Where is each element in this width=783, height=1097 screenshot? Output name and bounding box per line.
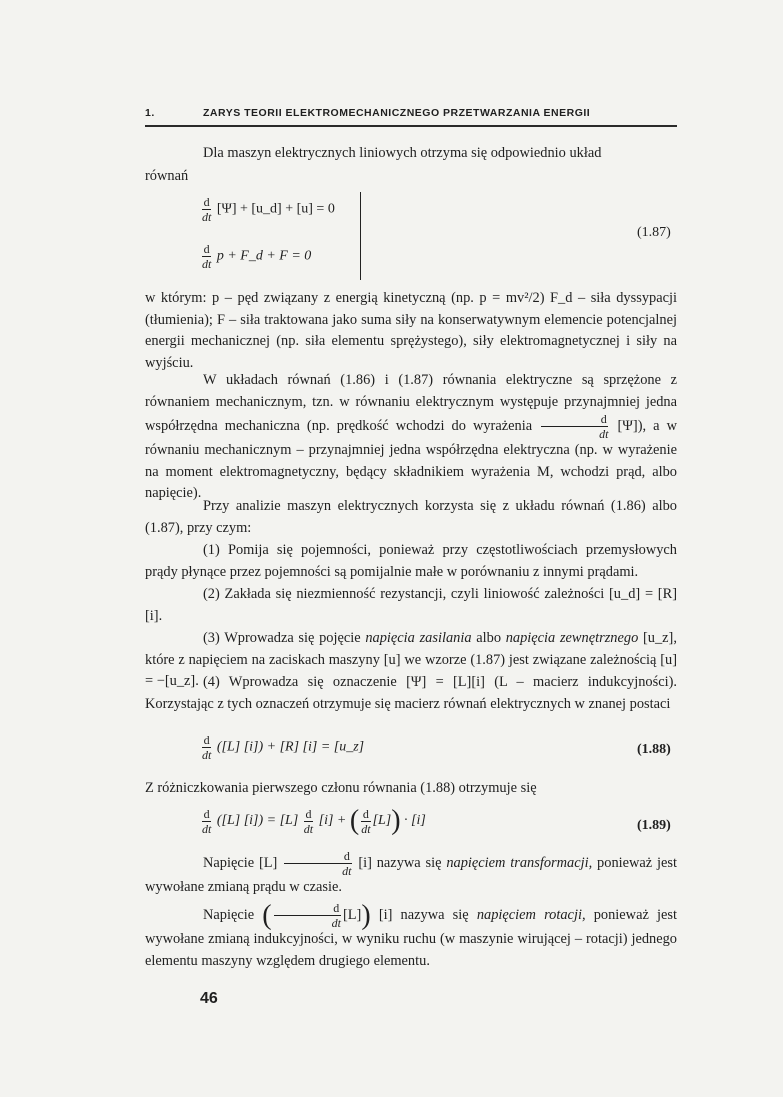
paragraph-item-3: (3) Wprowadza się pojęcie napięcia zasilania albo napięcia zewnętrznego [u_z], które z napięciem na zaciskach maszyny [u] we wzorze (1.87) jest związane zależnością [u] = −[u_z]. xyxy=(145,630,677,689)
derivative-operator: $\frac{d}{dt}$ xyxy=(202,242,212,271)
chapter-title: ZARYS TEORII ELEKTROMECHANICZNEGO PRZETWARZANIA ENERGII xyxy=(203,107,591,119)
derivative-operator: $\frac{d}{dt}$ xyxy=(202,733,212,762)
derivative-operator: $\frac{d}{dt}$ xyxy=(541,413,608,440)
paragraph-differentiation: Z różniczkowania pierwszego członu równania (1.88) otrzymuje się xyxy=(145,780,537,796)
derivative-operator: $\frac{d}{dt}$ xyxy=(202,195,212,224)
header-rule xyxy=(145,125,677,127)
paragraph-item-2: (2) Zakłada się niezmienność rezystancji, czyli liniowość zależności [u_d] = [R][i]. xyxy=(145,586,677,624)
equation-1-88: $\frac{d}{dt}$ ([L] [i]) + [R] [i] = [u_z] xyxy=(202,733,365,762)
running-header xyxy=(145,107,677,127)
paragraph-intro-cont xyxy=(145,166,677,188)
term-external-voltage: napięcia zewnętrznego xyxy=(505,630,639,646)
left-paren-icon: ( xyxy=(349,805,360,836)
paragraph-analysis: Przy analizie maszyn elektrycznych korzysta się z układu równań (1.86) albo (1.87), przy czym: xyxy=(145,498,677,536)
paragraph-transformation-voltage: Napięcie [L] $\frac{d}{dt}$ [i] nazywa się napięciem transformacji, ponieważ jest wywołane zmianą prądu w czasie. xyxy=(145,849,677,895)
derivative-operator: $\frac{d}{dt}$ xyxy=(274,902,341,929)
paragraph-item-4: (4) Wprowadza się oznaczenie [Ψ] = [L][i] (L – macierz indukcyjności). Korzystając z tych oznaczeń otrzymuje się macierz równań elektrycznych w znanej postaci xyxy=(145,674,677,712)
term-transformation-voltage: napięciem transformacji, xyxy=(446,854,593,871)
derivative-operator: $\frac{d}{dt}$ xyxy=(361,806,371,836)
equation-1-87-line-2: $\frac{d}{dt}$ p + F_d + F = 0 xyxy=(202,242,312,271)
paragraph-coupling: W układach równań (1.86) i (1.87) równania elektryczne są sprzężone z równaniem mechanicznym, tzn. w równaniu elektrycznym występuje przynajmniej jedna współrzędna mechaniczna (np. prędkość wchodzi do wyrażenia $\frac{d}{dt}$ [Ψ]), a w równaniu mechanicznym – przynajmniej jedna współrzędna elektryczna (np. w wyrażenie na moment elektromagnetyczny, będący składnikiem wyrażenia M, wchodzi prąd, albo napięcie). xyxy=(145,372,677,501)
right-paren-icon: ) xyxy=(391,805,401,836)
equation-1-87-line-1: $\frac{d}{dt}$ [Ψ] + [u_d] + [u] = 0 xyxy=(202,195,335,224)
equation-number-1-89: (1.89) xyxy=(637,818,671,833)
equation-number-1-87: (1.87) xyxy=(637,225,671,240)
term-rotation-voltage: napięciem rotacji, xyxy=(476,906,586,923)
chapter-number: 1. xyxy=(145,107,155,119)
intro-line-2: równań xyxy=(145,168,189,184)
equation-1-89: $\frac{d}{dt}$ ([L] [i]) = [L] $\frac{d}{dt}$ [i] + ( $\frac{d}{dt}$ [L]) · [i] xyxy=(202,805,426,836)
derivative-operator: $\frac{d}{dt}$ xyxy=(303,806,314,836)
left-paren-icon: ( xyxy=(262,899,272,931)
equation-brace xyxy=(352,192,361,280)
page-number: 46 xyxy=(200,990,218,1007)
equation-number-1-88: (1.88) xyxy=(637,742,671,757)
paragraph-item-1: (1) Pomija się pojemności, ponieważ przy częstotliwościach przemysłowych prądy płynące przez pojemności są pomijalnie małe w porównaniu z innymi prądami. xyxy=(145,542,677,580)
right-paren-icon: ) xyxy=(361,899,371,931)
paragraph-where: w którym: p – pęd związany z energią kinetyczną (np. p = mv²/2) F_d – siła dyssypacji (tłumienia); F – siła traktowana jako suma siły na konserwatywnym elemencie potencjalnej energii mechanicznej (np. siła elementu sprężystego), siły elektromagnetycznej i siły na wyjściu. xyxy=(145,290,677,371)
derivative-operator: $\frac{d}{dt}$ xyxy=(284,850,351,877)
term-supply-voltage: napięcia zasilania xyxy=(365,630,472,646)
intro-line: Dla maszyn elektrycznych liniowych otrzyma się odpowiednio układ xyxy=(203,145,602,161)
paragraph-intro xyxy=(145,143,677,165)
derivative-operator: $\frac{d}{dt}$ xyxy=(202,806,212,836)
paragraph-rotation-voltage: Napięcie ( $\frac{d}{dt}$ [L]) [i] nazywa się napięciem rotacji, ponieważ jest wywołane zmianą indukcyjności, w wyniku ruchu (w maszynie wirującej – rotacji) jednego elementu maszyny względem drugiego elementu. xyxy=(145,899,677,969)
